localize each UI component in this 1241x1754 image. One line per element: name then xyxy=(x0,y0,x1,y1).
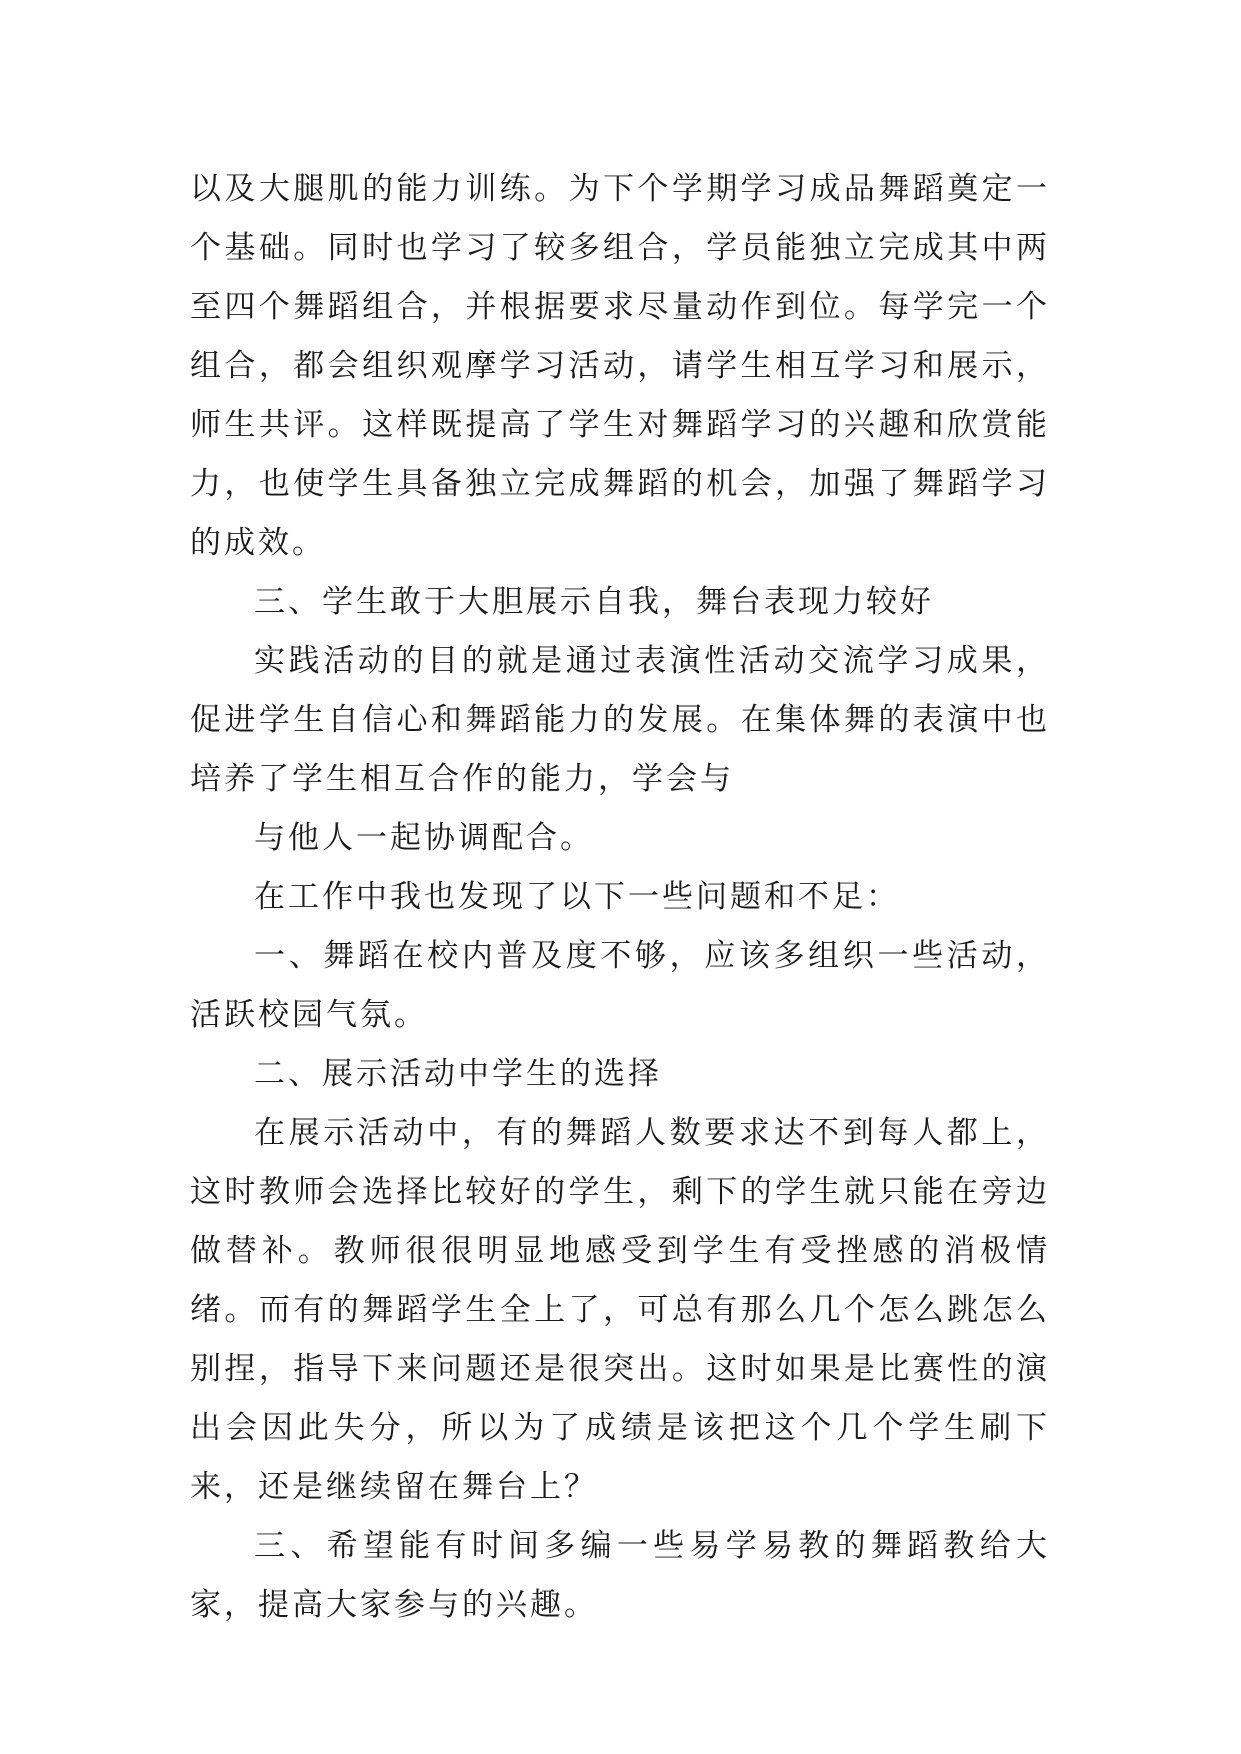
paragraph: 在工作中我也发现了以下一些问题和不足： xyxy=(254,879,900,915)
list-item-problem-one: 一、舞蹈在校内普及度不够，应该多组织一些活动，活跃校园气氛。 xyxy=(190,938,1050,1033)
paragraph: 实践活动的目的就是通过表演性活动交流学习成果，促进学生自信心和舞蹈能力的发展。在集体舞的表演中也培养了学生相互合作的能力，学会与 xyxy=(190,643,1050,797)
document-body xyxy=(190,160,1050,1635)
paragraph-continued: 以及大腿肌的能力训练。为下个学期学习成品舞蹈奠定一个基础。同时也学习了较多组合，学员能独立完成其中两至四个舞蹈组合，并根据要求尽量动作到位。每学完一个组合，都会组织观摩学习活动，请学生相互学习和展示，师生共评。这样既提高了学生对舞蹈学习的兴趣和欣赏能力，也使学生具备独立完成舞蹈的机会，加强了舞蹈学习的成效。 xyxy=(190,171,1050,561)
paragraph: 与他人一起协调配合。 xyxy=(254,820,594,856)
list-item-problem-three: 三、希望能有时间多编一些易学易教的舞蹈教给大家，提高大家参与的兴趣。 xyxy=(190,1528,1050,1623)
paragraph: 在展示活动中，有的舞蹈人数要求达不到每人都上，这时教师会选择比较好的学生，剩下的学生就只能在旁边做替补。教师很很明显地感受到学生有受挫感的消极情绪。而有的舞蹈学生全上了，可总有那么几个怎么跳怎么别捏，指导下来问题还是很突出。这时如果是比赛性的演出会因此失分，所以为了成绩是该把这个几个学生刷下来，还是继续留在舞台上？ xyxy=(190,1115,1050,1505)
list-item-problem-two: 二、展示活动中学生的选择 xyxy=(254,1056,662,1092)
section-heading-three: 三、学生敢于大胆展示自我，舞台表现力较好 xyxy=(254,584,934,620)
